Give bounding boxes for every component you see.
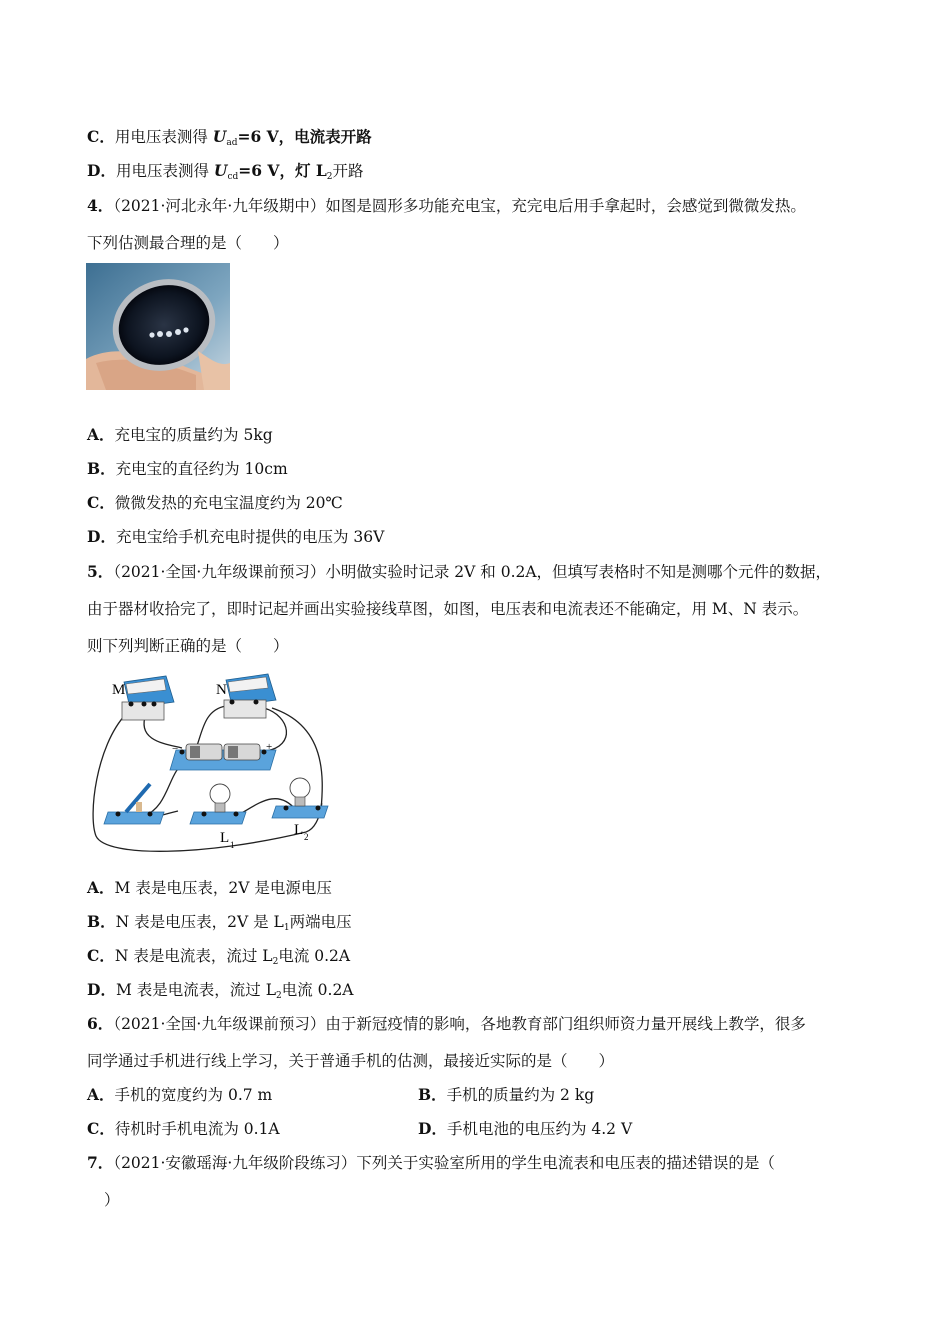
svg-text:+: + <box>266 741 273 753</box>
meter-m-icon <box>122 676 174 720</box>
svg-text:L: L <box>220 830 230 846</box>
q5-stem: 5．（2021·全国·九年级课前预习）小明做实验时记录 2V 和 0.2A，但填写表格时不知是测哪个元件的数据， <box>87 562 832 581</box>
q5-option-c: C．N 表是电流表，流过 $L_2$电流 0.2A <box>87 946 351 967</box>
switch-icon <box>104 784 164 824</box>
q4-option-c: C．微微发热的充电宝温度约为 20℃ <box>87 493 343 512</box>
q5-option-d: D．M 表是电流表，流过 $L_2$电流 0.2A <box>87 980 354 1001</box>
bulb-l1-icon <box>190 784 246 824</box>
bulb-l2-icon <box>272 778 328 818</box>
q3-option-d: D．用电压表测得 $U_{cd}=6$ V，灯 $L_2$开路 <box>87 161 364 182</box>
meter-n-icon <box>224 674 276 718</box>
q6-option-a: A．手机的宽度约为 0.7 m <box>87 1085 273 1104</box>
q6-stem-cont: 同学通过手机进行线上学习，关于普通手机的估测，最接近实际的是（ ） <box>87 1052 615 1070</box>
q5-option-a: A．M 表是电压表，2V 是电源电压 <box>87 878 332 897</box>
q3-option-c: C．用电压表测得 $U_{ad}=6$ V，电流表开路 <box>87 127 372 148</box>
battery-icon <box>170 744 276 770</box>
q6-stem: 6．（2021·全国·九年级课前预习）由于新冠疫情的影响，各地教育部门组织师资力量开展线上教学，很多 <box>87 1014 806 1033</box>
q5-stem-cont2: 则下列判断正确的是（ ） <box>87 637 289 655</box>
svg-text:L: L <box>294 822 304 838</box>
q6-option-b: B．手机的质量约为 2 kg <box>418 1085 595 1104</box>
q7-stem: 7．（2021·安徽瑶海·九年级阶段练习）下列关于实验室所用的学生电流表和电压表的描述错误的是（ <box>87 1153 775 1172</box>
q4-option-d: D．充电宝给手机充电时提供的电压为 36V <box>87 527 385 546</box>
svg-text:1: 1 <box>230 840 235 850</box>
q4-option-b: B．充电宝的直径约为 10cm <box>87 459 288 478</box>
q5-option-b: B．N 表是电压表，2V 是 $L_1$两端电压 <box>87 912 352 933</box>
q4-stem-cont: 下列估测最合理的是（ ） <box>87 234 289 252</box>
power-bank-photo <box>86 263 230 390</box>
q6-option-c: C．待机时手机电流为 0.1A <box>87 1119 280 1138</box>
circuit-diagram <box>86 666 336 864</box>
svg-text:M: M <box>112 682 126 698</box>
svg-text:N: N <box>216 682 227 698</box>
q6-option-d: D．手机电池的电压约为 4.2 V <box>418 1119 633 1138</box>
q7-stem-cont: ） <box>104 1191 120 1209</box>
svg-text:2: 2 <box>304 832 309 842</box>
q4-option-a: A．充电宝的质量约为 5kg <box>87 425 273 444</box>
svg-text:−: − <box>172 743 179 755</box>
q5-stem-cont: 由于器材收拾完了，即时记起并画出实验接线草图，如图，电压表和电流表还不能确定，用 M、N 表示。 <box>87 600 809 618</box>
q4-stem: 4．（2021·河北永年·九年级期中）如图是圆形多功能充电宝，充完电后用手拿起时，会感觉到微微发热。 <box>87 196 806 215</box>
